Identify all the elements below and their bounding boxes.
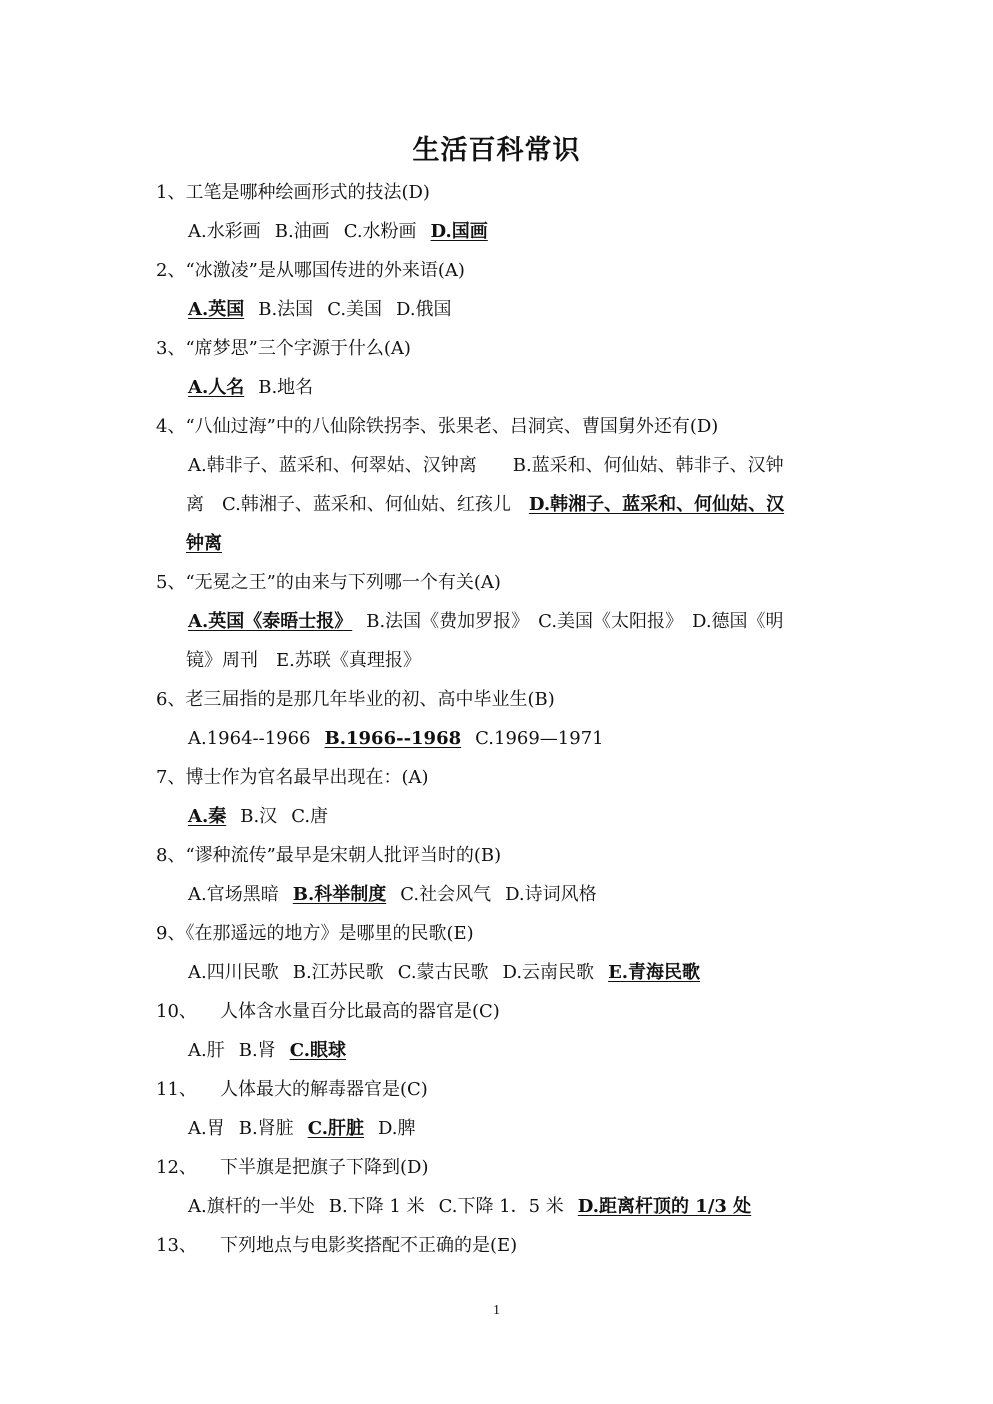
option-a: A.肝 [188,1040,225,1061]
question-7: 7、博士作为官名最早出现在：(A) [156,767,429,788]
answer-option: A.英国 [188,299,245,320]
answer-option: C.肝脏 [307,1118,364,1139]
option-b: B.法国 [258,299,314,320]
question-10-options [188,1039,360,1063]
option-a: A.1964--1966 [188,728,311,749]
question-10 [156,1000,500,1024]
answer-option: B.1966--1968 [324,728,462,749]
option-b: B.江苏民歌 [292,962,384,983]
option-a: A.水彩画 [188,221,261,242]
question-5-options-line-1 [188,610,798,634]
option-d: D.俄国 [396,299,452,320]
question-1: 1、工笔是哪种绘画形式的技法(D) [156,182,430,203]
question-4: 4、“八仙过海”中的八仙除铁拐李、张果老、吕洞宾、曹国舅外还有(D) [156,416,719,437]
question-text: 下列地点与电影奖搭配不正确的是(E) [220,1235,518,1256]
option-c: C.唐 [291,806,329,827]
question-5: 5、“无冕之王”的由来与下列哪一个有关(A) [156,572,501,593]
question-2: 2、“冰激凌”是从哪国传进的外来语(A) [156,260,465,281]
question-12-options [188,1195,765,1219]
answer-option: A.秦 [188,806,227,827]
option-b: B.汉 [240,806,278,827]
option-a: A.旗杆的一半处 [188,1196,315,1217]
option-a: A.官场黑暗 [188,884,279,905]
option-text: B.法国《费加罗报》 C.美国《太阳报》 D.德国《明 [366,611,784,632]
question-4-options-line-1: A.韩非子、蓝采和、何翠姑、汉钟离 B.蓝采和、何仙姑、韩非子、汉钟 [188,455,784,476]
page-number: 1 [493,1303,500,1318]
question-11 [156,1078,428,1102]
option-c: C.蒙古民歌 [397,962,489,983]
answer-option: A.英国《泰晤士报》 [188,611,353,632]
option-c: C.水粉画 [343,221,417,242]
question-4-options-line-3 [186,532,222,556]
question-13 [156,1234,517,1258]
option-text: 离 C.韩湘子、蓝采和、何仙姑、红孩儿 [186,494,529,515]
question-12 [156,1156,428,1180]
option-a: A.胃 [188,1118,225,1139]
answer-option: E.青海民歌 [608,962,701,983]
question-number: 10、 [156,1001,197,1022]
answer-option: D.距离杆顶的 1/3 处 [577,1196,752,1217]
option-b: B.肾脏 [238,1118,294,1139]
question-6-options [188,727,618,751]
question-6: 6、老三届指的是那几年毕业的初、高中毕业生(B) [156,689,555,710]
option-d: D.诗词风格 [505,884,597,905]
question-11-options [188,1117,429,1141]
option-b: B.肾 [238,1040,276,1061]
question-8-options [188,883,611,907]
answer-option: B.科举制度 [292,884,387,905]
option-c: C.社会风气 [400,884,492,905]
option-b: B.下降 1 米 [328,1196,425,1217]
option-c: C.美国 [327,299,383,320]
answer-option: A.人名 [188,377,245,398]
option-b: B.地名 [258,377,314,398]
question-5-options-line-2: 镜》周刊 E.苏联《真理报》 [186,650,421,671]
question-number: 11、 [156,1079,197,1100]
answer-option: C.眼球 [289,1040,346,1061]
answer-option-continued: 钟离 [186,533,222,554]
question-9: 9、《在那遥远的地方》是哪里的民歌(E) [156,923,474,944]
question-9-options [188,961,714,985]
question-text: 人体最大的解毒器官是(C) [220,1079,428,1100]
question-text: 人体含水量百分比最高的器官是(C) [220,1001,500,1022]
answer-option: D.国画 [430,221,488,242]
option-c: C.1969—1971 [475,728,604,749]
option-b: B.油画 [274,221,330,242]
question-text: 下半旗是把旗子下降到(D) [220,1157,429,1178]
question-number: 12、 [156,1157,197,1178]
question-7-options [188,805,342,829]
option-d: D.云南民歌 [502,962,595,983]
question-4-options-line-2 [186,493,784,517]
question-1-options [188,220,502,244]
page-title: 生活百科常识 [412,135,581,166]
question-3-options [188,376,327,400]
question-8: 8、“谬种流传”最早是宋朝人批评当时的(B) [156,845,502,866]
answer-option: D.韩湘子、蓝采和、何仙姑、汉 [528,494,785,515]
option-a: A.四川民歌 [188,962,279,983]
option-d: D.脾 [377,1118,416,1139]
question-2-options [188,298,466,322]
question-3: 3、“席梦思”三个字源于什么(A) [156,338,411,359]
question-number: 13、 [156,1235,197,1256]
option-c: C.下降 1．5 米 [438,1196,564,1217]
